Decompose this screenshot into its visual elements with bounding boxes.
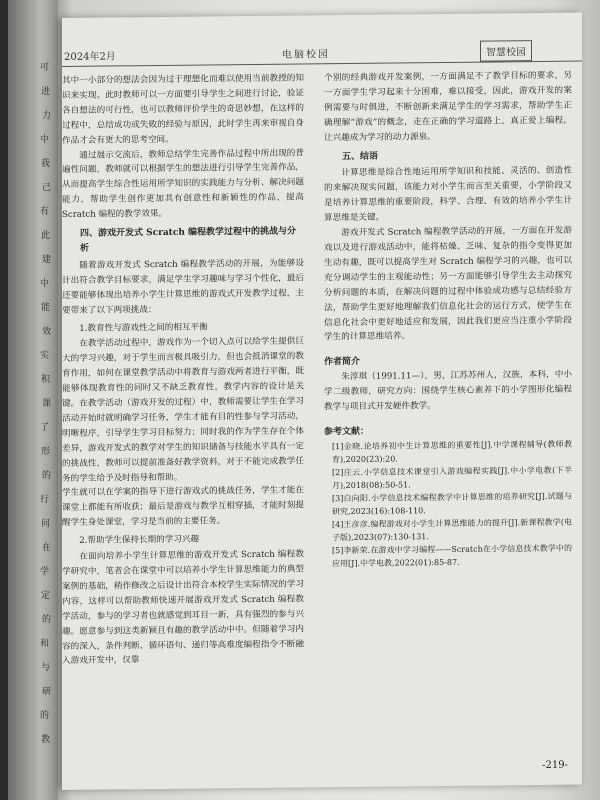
left-page-text-fragment: 效	[42, 327, 52, 337]
left-page-text-fragment: 形	[41, 447, 51, 457]
left-page-text-fragment: 我	[41, 159, 51, 169]
left-page-text-fragment: 己	[42, 183, 52, 193]
left-page-text-fragment: 中	[40, 279, 50, 289]
right-column	[324, 69, 572, 570]
references-heading: 参考文献：	[324, 426, 370, 438]
subsection-heading: 2.帮助学生保持长期的学习兴趣	[79, 534, 200, 547]
paragraph: 其中一小部分的想法会因为过于理想化而难以使用当前教授的知识来实现。此时教师可以一方面要引导学生之间进行讨论，验证各自想法的可行性，也可以教师评价学生的奇思妙想，在这样的过程中，总结成功或失败的经验与原因，此时学生再来审视自身作品才会有更大的思考空间。	[62, 73, 304, 146]
section-heading: 四、游戏开发式 Scratch 编程教学过程中的挑战与分析	[80, 226, 297, 254]
paragraph: 个别的经典游戏开发案例，一方面满足不了教学目标的要求，另一方面学生学习起来十分困难，难以接受，因此，游戏开发的案例需要与时俱进，不断创新来满足学生的学习需求，帮助学生正确理解“游戏”的概念，走在正确的学习道路上，真正爱上编程，让兴趣成为学习的动力源泉。	[324, 70, 572, 143]
left-page-text-fragment: 积	[41, 375, 51, 385]
left-page-text-fragment: 中	[40, 135, 50, 145]
paragraph: 计算思维是综合性地运用所学知识和技能、灵活的、创造性的来解决现实问题，该能力对小学生而言至关重要，小学阶段又是培养计算思维的重要阶段，科学、合理、有效的培养小学生计算思维是关键。	[324, 166, 572, 224]
left-page-text-fragment: 行	[40, 495, 50, 505]
left-page-text-fragment: 与	[41, 663, 51, 673]
paragraph: 在教学活动过程中，游戏作为一个切入点可以给学生提供巨大的学习兴趣，对于学生而言极具吸引力，但也会抵消课堂的教育作用，如何在课堂教学活动中将教育与游戏两者进行平衡，既能够体现教育性的同时又不缺乏教育性，教学内容的设计是关键。在教学活动（游戏开发的过程）中，教师需要让学生在学习活动开始时就明确学习任务，学生才能有目的性参与学习活动，明晰程序，引导学生学习目标努力；同时我的作为学生存在个体差异，游戏开发式的教学对学生的知识储备与技能水平具有一定的挑战性，教师可以提前准备好教学资料，对于不能完成教学任务的学生给予及时指导和帮助。	[62, 336, 304, 484]
left-page-sliver	[0, 0, 58, 800]
page-number: -219-	[542, 759, 568, 771]
section-heading: 五、结语	[342, 151, 379, 162]
left-page-text-fragment: 实	[40, 351, 50, 361]
left-page-text-fragment: 建	[42, 255, 52, 265]
left-page-text-fragment: 学	[40, 567, 50, 577]
paragraph: 学生就可以在学案的指导下进行游戏式的挑战任务，学生才能在课堂上都能有所收获；最后是游戏与教学互相穿插，才能时刻提醒学生身处课堂，学习是当前的主要任务。	[62, 485, 304, 529]
paragraph: 在面向培养小学生计算思维的游戏开发式 Scratch 编程教学研究中，笔者会在课堂中可以培养小学生计算思维能力的典型案例的基础，稍作修改之后设计出符合本校学生实际情况的学习内容，这样可以帮助教师快速开展游戏开发式 Scratch 编程教学活动，参与的学习者也就感觉到耳目一新，具有强烈的参与兴趣。愿意参与到这类新颖且有趣的教学活动中中。但随着学习内容的深入，条件判断、循环语句、递归等高难度编程指令不断融入游戏开发中，仅靠	[62, 549, 304, 667]
reference-item: [3]白向阳.小学信息技术编程教学中计算思维的培养研究[J].试题与研究,2023(16):108-110.	[332, 491, 572, 517]
magazine-title: 电脑校园	[282, 49, 330, 61]
left-page-text-fragment: 了	[40, 423, 50, 433]
left-page-text-fragment: 此	[41, 231, 51, 241]
reference-item: [1]金晓.论培养初中生计算思维的重要性[J].中学课程辅导(教师教育),2020(23):20.	[332, 439, 572, 465]
reference-item: [5]李新荣.在游戏中学习编程——Scratch在小学信息技术教学中的应用[J].中学电教,2022(01):85-87.	[332, 543, 572, 569]
paragraph: 游戏开发式 Scratch 编程教学活动的开展，一方面在开发游戏以及进行游戏活动中，能将枯燥、乏味、复杂的指令变得更加生动有趣，既可以提高学生对 Scratch 编程学习的兴趣，也可以充分调动学生的主观能动性；另一方面能够引导学生去主动探究分析问题的本质，在解决问题的过程中体验成功感与总结经验方法，帮助学生更好地理解我们信息化社会的运行方式，使学生在信息化社会中更好地适应和发展，因此我们更应当注重小学阶段学生的计算思维培养。	[324, 225, 572, 343]
magazine-page	[62, 13, 582, 790]
left-column	[62, 71, 304, 669]
left-page-text-fragment: 可	[40, 63, 50, 73]
left-page-text-fragment: 进	[41, 87, 51, 97]
left-page-text-fragment: 的	[42, 471, 52, 481]
reference-item: [4]王彦彦.编程游戏对小学生计算思维能力的提升[J].新课程教学(电子版),2023(07):130-131.	[332, 517, 572, 543]
left-page-text-fragment: 问	[41, 519, 51, 529]
left-page-text-fragment: 课	[42, 399, 52, 409]
binding-edge	[0, 0, 8, 800]
left-page-text-fragment: 的	[40, 711, 50, 721]
subsection-heading: 1.教育性与游戏性之间的相互平衡	[79, 321, 208, 334]
left-page-text-fragment: 和	[40, 639, 50, 649]
left-page-text-fragment: 定	[41, 591, 51, 601]
section-label: 智慧校园	[480, 40, 532, 62]
issue-date: 2024年2月	[64, 51, 116, 63]
left-page-text-fragment: 在	[42, 543, 52, 553]
left-page-text-fragment: 有	[40, 207, 50, 217]
left-page-text-fragment: 教	[41, 735, 51, 745]
paragraph: 随着游戏开发式 Scratch 编程教学活动的开展，为能够设计出符合教学目标要求，满足学生学习趣味与学习个性化，最后还要能够体现出培养小学生计算思维的游戏式开发教学过程，主要带来了以下两项挑战：	[62, 258, 304, 316]
author-heading: 作者简介	[324, 357, 361, 368]
left-page-text-fragment: 研	[42, 687, 52, 697]
left-page-text-fragment: 能	[41, 303, 51, 313]
left-page-text-fragment: 力	[42, 111, 52, 121]
author-bio: 朱淳琪（1991.11—），男，江苏苏州人，汉族，本科，中小学二级教师，研究方向：围绕学生核心素养下的小学图形化编程教学与项目式开发硬件教学。	[324, 369, 572, 413]
left-page-text-fragment: 的	[42, 615, 52, 625]
paragraph: 通过展示交流后，教师总结学生完善作品过程中所出现的普遍性问题，教师就可以根据学生的想法进行引导学生完善作品，从而提高学生综合性运用所学知识的实践能力与分析、解决问题能力，帮助学生创作更加具有创意性和新颖性的作品，提高 Scratch 编程的教学效果。	[62, 147, 304, 221]
references-list	[324, 438, 572, 571]
page-header	[62, 39, 582, 64]
reference-item: [2]庄云.小学信息技术课堂引入游戏编程实践[J].中小学电教(下半月),2018(08):50-51.	[332, 465, 572, 491]
